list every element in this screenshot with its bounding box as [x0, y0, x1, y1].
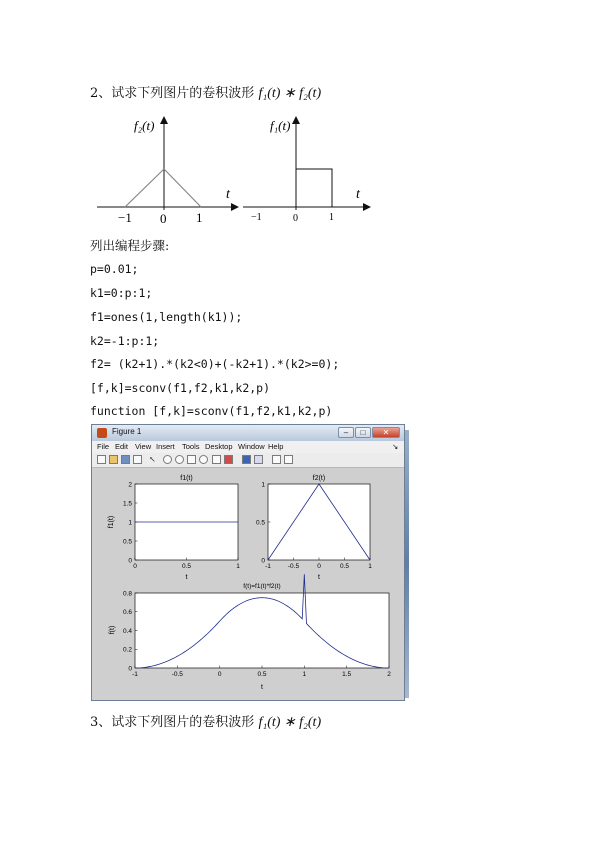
code-line: f1=ones(1,length(k1)); [90, 310, 243, 324]
figure-window [91, 424, 405, 701]
code-line: [f,k]=sconv(f1,f2,k1,k2,p) [90, 381, 271, 395]
show-plot-tools-icon[interactable] [284, 455, 293, 464]
steps-label: 列出编程步骤: [90, 238, 170, 253]
tick-0: 0 [293, 213, 298, 224]
menu-file[interactable]: File [97, 442, 110, 451]
open-file-icon[interactable] [109, 455, 118, 464]
x-label: t [261, 684, 263, 691]
data-cursor-icon[interactable] [212, 455, 221, 464]
tick-neg1: −1 [118, 210, 132, 225]
subplot-title: f2(t) [312, 475, 326, 482]
x-tick-label: 1 [368, 563, 372, 570]
menu-edit[interactable]: Edit [115, 442, 128, 451]
new-figure-icon[interactable] [97, 455, 106, 464]
desktop-edge [405, 430, 409, 698]
f2-axis-label: f₂(t) [134, 118, 155, 133]
y-tick-label: 0.4 [122, 627, 132, 635]
zoom-in-icon[interactable] [163, 455, 172, 464]
section-text: 试求下列图片的卷积波形 [111, 86, 255, 101]
menu-view[interactable]: View [135, 442, 152, 451]
hide-plot-tools-icon[interactable] [272, 455, 281, 464]
section-number: 2、 [90, 86, 112, 101]
section-text: 试求下列图片的卷积波形 [111, 715, 255, 730]
y-tick-label: 0 [128, 557, 132, 565]
y-tick-label: 0.5 [122, 538, 132, 546]
y-tick-label: 0.2 [122, 646, 132, 654]
x-tick-label: 0.5 [181, 563, 192, 570]
tick-0: 0 [160, 211, 167, 226]
menu-window[interactable]: Window [238, 442, 265, 451]
figure-toolbar [92, 453, 404, 468]
triangle-rising-edge [125, 169, 164, 207]
tick-1: 1 [329, 212, 334, 223]
x-tick-label: 0 [317, 563, 321, 570]
menu-desktop[interactable]: Desktop [205, 442, 233, 451]
pan-hand-icon[interactable] [187, 455, 196, 464]
y-label: f1(t) [108, 515, 115, 529]
x-tick-label: 0.5 [339, 563, 350, 570]
code-line: k2=-1:p:1; [90, 334, 160, 348]
triangle-falling-edge [164, 169, 201, 207]
brush-icon[interactable] [224, 455, 233, 464]
x-tick-label: -0.5 [171, 671, 183, 678]
edit-plot-arrow-icon[interactable]: ↖ [149, 455, 156, 464]
x-tick-label: 2 [387, 671, 391, 678]
maximize-button[interactable]: □ [355, 427, 371, 438]
axes-box [135, 593, 389, 668]
matlab-icon [97, 428, 107, 438]
signal-diagrams [85, 110, 375, 230]
y-label: f(t) [109, 625, 116, 635]
axes-box [268, 484, 370, 560]
code-line: function [f,k]=sconv(f1,f2,k1,k2,p) [90, 404, 333, 418]
x-tick-label: 1.5 [342, 671, 352, 678]
rotate-3d-icon[interactable] [199, 455, 208, 464]
subplot-f2 [256, 475, 372, 581]
f1-axis-label: f₁(t) [270, 118, 291, 133]
f2-triangle-diagram [97, 118, 235, 226]
x-tick-label: 0 [133, 563, 137, 570]
menu-bar [92, 441, 404, 453]
section-3-heading [90, 711, 321, 731]
x-tick-label: -0.5 [287, 563, 300, 570]
t-axis-label: t [356, 187, 360, 202]
x-tick-label: 0 [217, 671, 222, 678]
code-line: p=0.01; [90, 262, 139, 276]
x-tick-label: -1 [265, 563, 271, 570]
menu-insert[interactable]: Insert [156, 442, 175, 451]
y-tick-label: 1 [128, 519, 132, 527]
formula: f₁(t) ∗ f₂(t) [258, 715, 322, 730]
y-tick-label: 0 [128, 665, 132, 673]
x-tick-label: 1 [302, 671, 307, 678]
subplot-title: f1(t) [180, 475, 193, 482]
colorbar-icon[interactable] [242, 455, 251, 464]
window-title: Figure 1 [112, 427, 142, 436]
y-tick-label: 0 [261, 557, 265, 565]
subplot-f1 [108, 475, 240, 581]
section-number: 3、 [90, 715, 112, 730]
title-bar [92, 425, 404, 441]
plot-area [92, 468, 404, 700]
formula: f₁(t) ∗ f₂(t) [258, 86, 322, 101]
subplot-title: f(t)=f1(t)*f2(t) [243, 583, 281, 590]
y-tick-label: 0.5 [255, 519, 265, 527]
rect-pulse [296, 169, 332, 207]
code-line: k1=0:p:1; [90, 286, 153, 300]
subplot-conv [109, 574, 391, 691]
close-button[interactable]: ✕ [372, 427, 400, 438]
tick-neg1: −1 [251, 212, 262, 223]
code-line: f2= (k2+1).*(k2<0)+(-k2+1).*(k2>=0); [90, 357, 340, 371]
x-label: t [318, 574, 320, 581]
menu-dock-arrow-icon[interactable]: ↘ [392, 442, 399, 451]
x-label: t [185, 574, 188, 581]
f1-rect-diagram [243, 118, 367, 224]
x-tick-label: 1 [236, 563, 240, 570]
matlab-plots [92, 468, 404, 700]
y-tick-label: 1 [261, 481, 265, 489]
minimize-button[interactable]: ‒ [338, 427, 354, 438]
menu-tools[interactable]: Tools [182, 442, 200, 451]
menu-help[interactable]: Help [268, 442, 284, 451]
save-icon[interactable] [121, 455, 130, 464]
y-tick-label: 2 [128, 481, 132, 489]
tick-1: 1 [196, 210, 203, 225]
y-tick-label: 0.6 [122, 609, 132, 617]
zoom-out-icon[interactable] [175, 455, 184, 464]
t-axis-label: t [226, 187, 230, 202]
section-2-heading [90, 82, 321, 102]
x-tick-label: -1 [132, 671, 138, 678]
legend-icon[interactable] [254, 455, 263, 464]
y-tick-label: 0.8 [122, 590, 132, 598]
print-icon[interactable] [133, 455, 142, 464]
x-tick-label: 0.5 [257, 671, 267, 678]
y-tick-label: 1.5 [122, 500, 132, 508]
